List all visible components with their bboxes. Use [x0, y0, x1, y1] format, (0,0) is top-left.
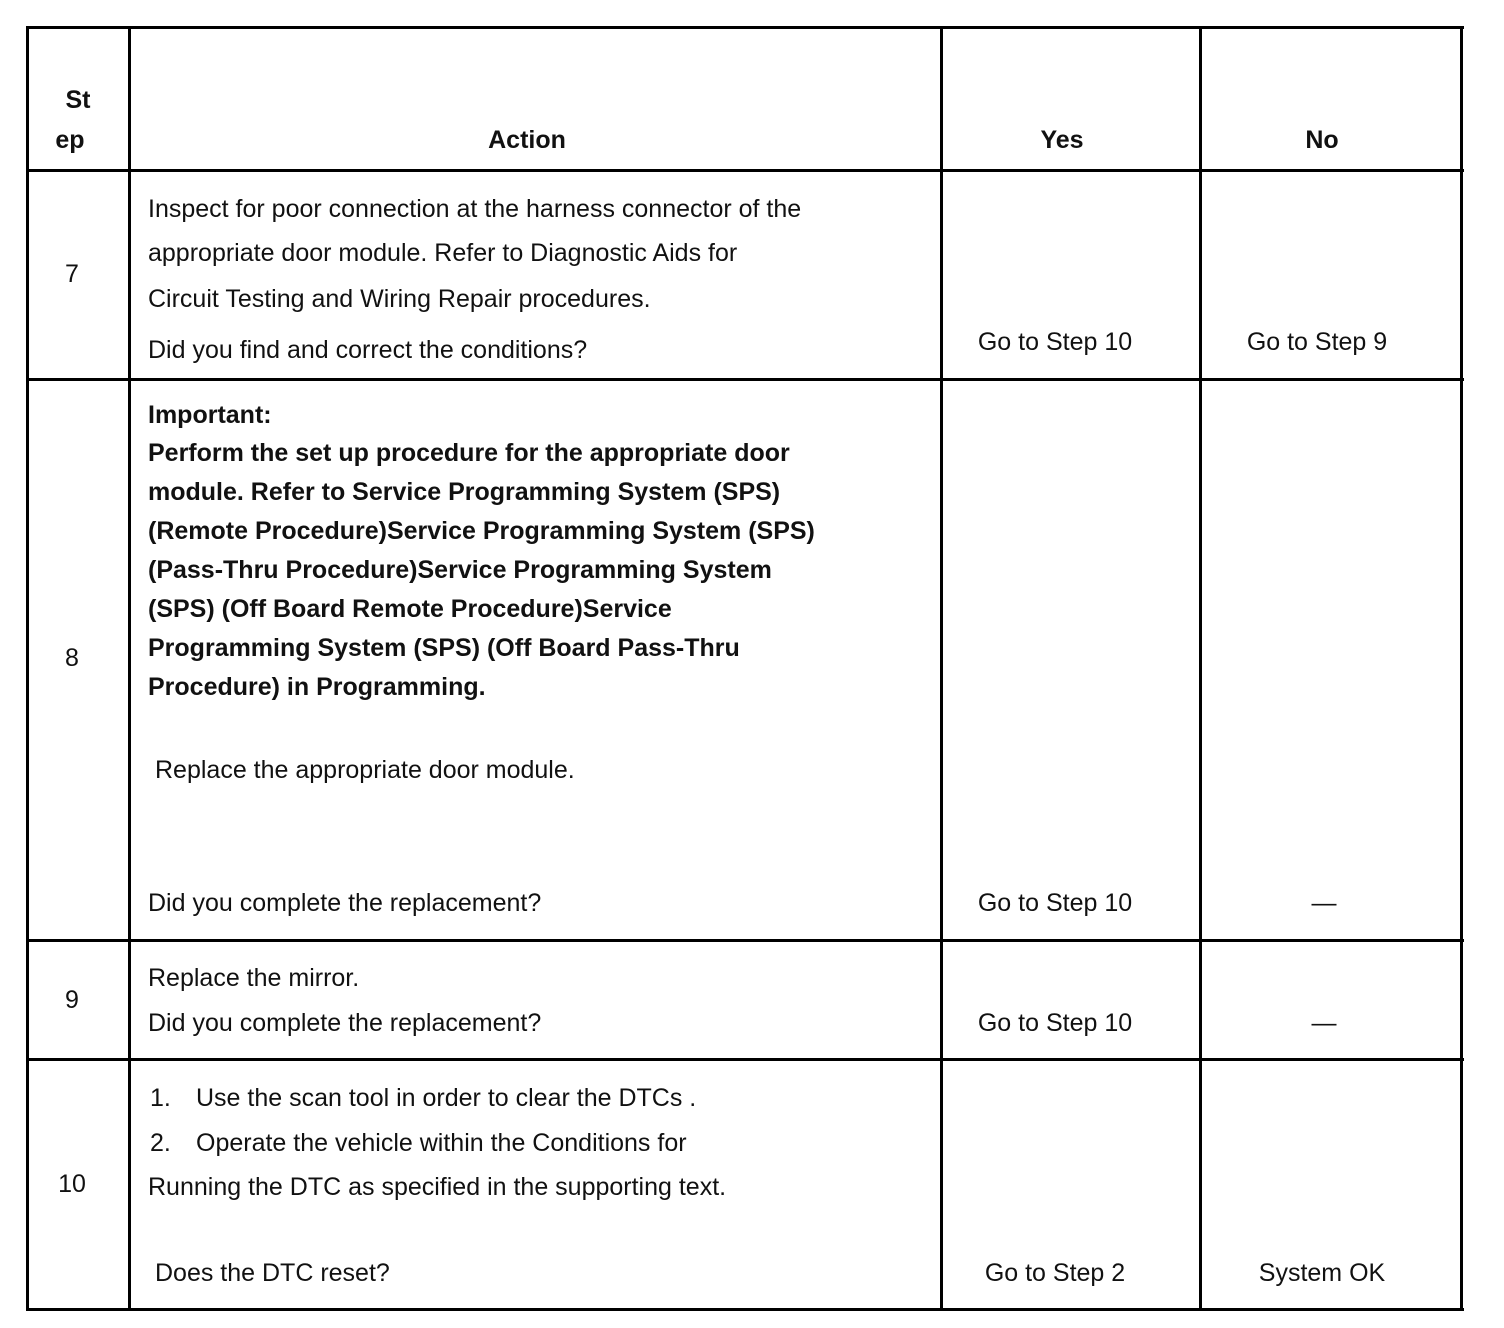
step-8-important-line4: (Pass-Thru Procedure)Service Programming System — [148, 556, 772, 584]
step-10-list-item-2 — [150, 1129, 687, 1158]
header-action: Action — [488, 126, 566, 154]
header-no: No — [1305, 126, 1339, 154]
step-7-no: Go to Step 9 — [1246, 328, 1388, 356]
list-item-2-text: Operate the vehicle within the Conditions for — [196, 1129, 687, 1157]
list-item-1-text: Use the scan tool in order to clear the DTCs . — [196, 1084, 697, 1112]
step-7-number: 7 — [65, 260, 79, 288]
step-8-important-label: Important: — [148, 401, 272, 429]
step-8-important-line5: (SPS) (Off Board Remote Procedure)Service — [148, 595, 672, 623]
step-7-action-line1: Inspect for poor connection at the harness connector of the — [148, 195, 802, 223]
step-9-no: — — [1311, 1009, 1337, 1037]
step-9-action-line2: Did you complete the replacement? — [148, 1009, 542, 1037]
step-8-yes: Go to Step 10 — [977, 889, 1133, 917]
step-8-important-line2: module. Refer to Service Programming System (SPS) — [148, 478, 781, 506]
table-right-border — [1460, 26, 1463, 1311]
step-column-divider — [128, 26, 131, 1311]
step-9-yes: Go to Step 10 — [977, 1009, 1133, 1037]
step-8-important-line6: Programming System (SPS) (Off Board Pass-Thru — [148, 634, 740, 662]
row-8-bottom-border — [26, 939, 1464, 942]
action-column-divider — [940, 26, 943, 1311]
step-8-important-line3: (Remote Procedure)Service Programming System (SPS) — [148, 517, 815, 545]
list-item-1-number: 1. — [150, 1084, 171, 1112]
step-8-important-line7: Procedure) in Programming. — [148, 673, 486, 701]
step-10-number: 10 — [58, 1170, 86, 1198]
header-step-line2: ep — [55, 126, 85, 154]
step-10-yes: Go to Step 2 — [984, 1259, 1126, 1287]
list-item-2-number: 2. — [150, 1129, 171, 1157]
step-10-list-item-1 — [150, 1084, 696, 1113]
step-9-number: 9 — [65, 986, 79, 1014]
header-bottom-border — [26, 169, 1464, 172]
table-top-border — [26, 26, 1464, 29]
step-8-important-line1: Perform the set up procedure for the appropriate door — [148, 439, 790, 467]
step-10-question: Does the DTC reset? — [155, 1259, 390, 1287]
step-10-continuation: Running the DTC as specified in the supporting text. — [148, 1173, 727, 1201]
header-yes: Yes — [1040, 126, 1084, 154]
step-9-action-line1: Replace the mirror. — [148, 964, 360, 992]
step-8-replace-line: Replace the appropriate door module. — [155, 756, 575, 784]
step-8-number: 8 — [65, 644, 79, 672]
table-bottom-border — [26, 1308, 1464, 1311]
row-7-bottom-border — [26, 378, 1464, 381]
step-8-question: Did you complete the replacement? — [148, 889, 542, 917]
step-7-action-line3: Circuit Testing and Wiring Repair procedures. — [148, 285, 651, 313]
step-10-no: System OK — [1258, 1259, 1386, 1287]
step-7-yes: Go to Step 10 — [977, 328, 1133, 356]
step-8-no: — — [1311, 889, 1337, 917]
step-7-action-line4: Did you find and correct the conditions? — [148, 336, 588, 364]
step-7-action-line2: appropriate door module. Refer to Diagnostic Aids for — [148, 239, 738, 267]
header-step-line1: St — [65, 86, 91, 114]
row-9-bottom-border — [26, 1058, 1464, 1061]
yes-column-divider — [1199, 26, 1202, 1311]
